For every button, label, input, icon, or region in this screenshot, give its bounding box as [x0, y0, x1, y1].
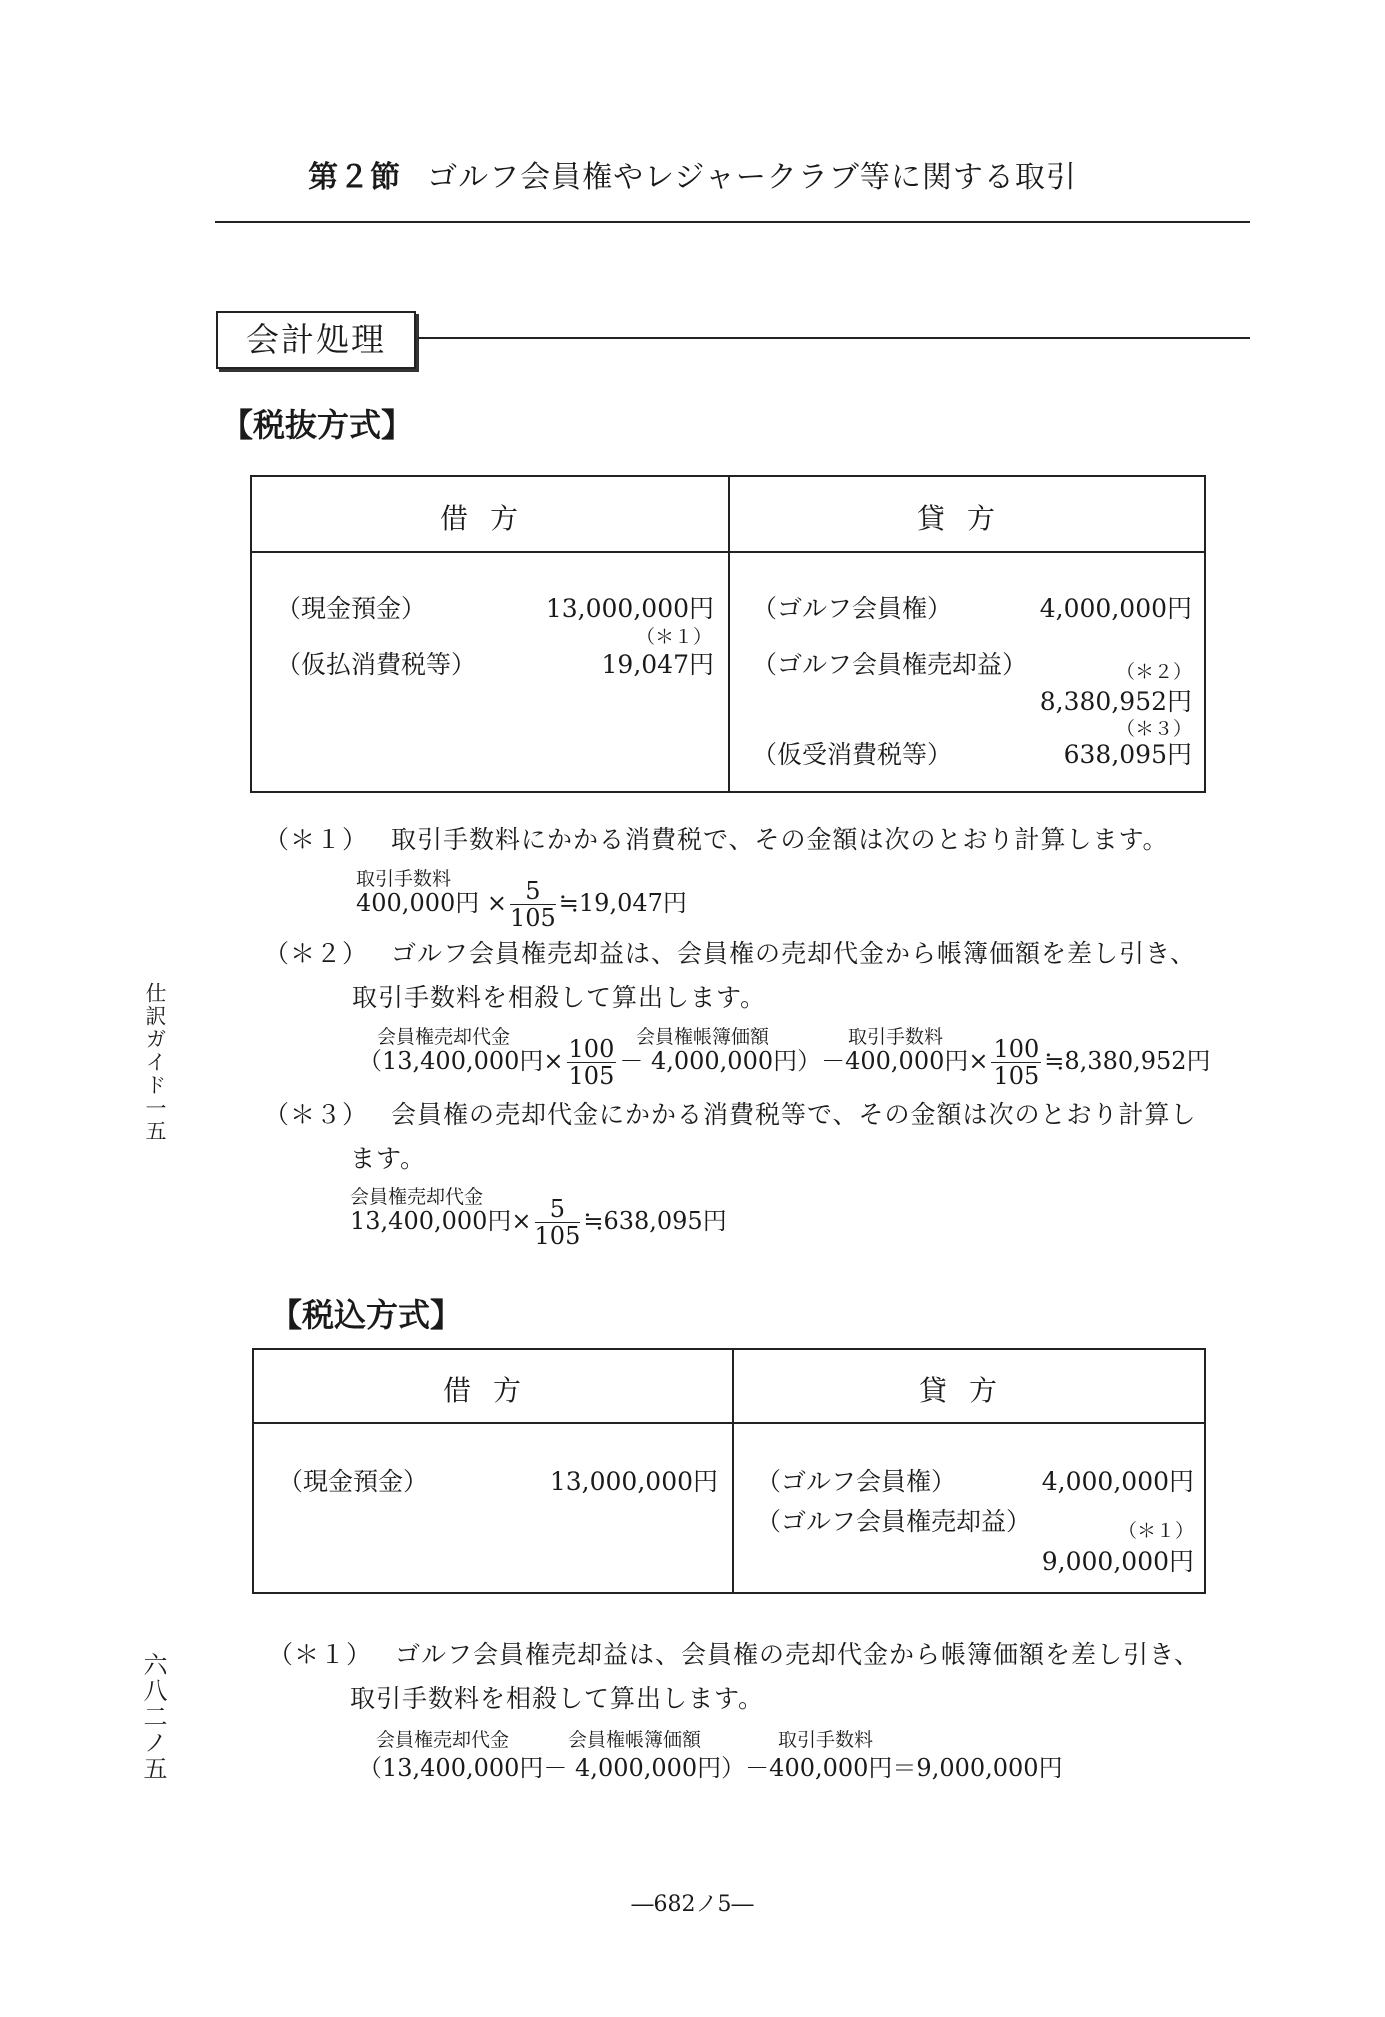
- formula-part: （13,400,000円×: [358, 1047, 564, 1075]
- credit-header: 貸方: [916, 502, 1017, 535]
- note-text: ゴルフ会員権売却益は、会員権の売却代金から帳簿価額を差し引き、: [394, 1640, 1200, 1669]
- fraction: [535, 1196, 581, 1249]
- header-rule: [215, 221, 1250, 223]
- fraction: [567, 1036, 617, 1089]
- note-text: ゴルフ会員権売却益は、会員権の売却代金から帳簿価額を差し引き、: [390, 939, 1196, 968]
- credit-amount: 638,095円: [1063, 740, 1192, 769]
- note-1: [264, 820, 1168, 856]
- page-number: ―682ノ5―: [631, 1892, 754, 1917]
- note-marker: （＊１）: [264, 825, 369, 854]
- section-number: 第２節: [308, 160, 402, 195]
- credit-account: （仮受消費税等）: [752, 740, 953, 769]
- credit-header: 貸方: [918, 1374, 1019, 1407]
- formula-label: 会員権売却代金: [377, 1026, 511, 1048]
- debit-amount: 19,047円: [601, 650, 714, 679]
- credit-amount: 4,000,000円: [1039, 594, 1192, 623]
- debit-amount: 13,000,000円: [545, 594, 714, 623]
- note-marker: （＊２）: [264, 939, 369, 968]
- note-text: 取引手数料にかかる消費税で、その金額は次のとおり計算します。: [390, 825, 1169, 854]
- formula-3: [350, 1196, 727, 1249]
- credit-note-ref: （＊３）: [1115, 718, 1192, 740]
- zeikomi-journal-table: [252, 1348, 1206, 1594]
- credit-note-ref: （＊１）: [1117, 1520, 1194, 1542]
- formula-label: 取引手数料: [848, 1026, 944, 1048]
- header-divider: [252, 551, 1204, 553]
- debit-account: （現金預金）: [276, 594, 427, 623]
- header-divider: [254, 1422, 1204, 1424]
- heading-rule: [418, 337, 1250, 339]
- debit-note-ref: （＊１）: [635, 626, 712, 648]
- note-2: [264, 934, 1196, 970]
- formula-zeikomi: （13,400,000円－ 4,000,000円）－400,000円＝9,000,000円: [358, 1754, 1063, 1782]
- section-heading-box: 会計処理: [216, 311, 416, 369]
- side-guide-label: 仕訳ガイド一五: [143, 982, 167, 1143]
- credit-account: （ゴルフ会員権）: [752, 594, 953, 623]
- formula-result: ≒638,095円: [583, 1207, 727, 1235]
- numerator: 100: [568, 1035, 615, 1063]
- credit-amount: 4,000,000円: [1041, 1467, 1194, 1496]
- formula-label: 会員権売却代金: [376, 1729, 510, 1751]
- formula-result: ≒8,380,952円: [1044, 1047, 1211, 1075]
- note-text-cont: ます。: [350, 1144, 427, 1173]
- credit-account: （ゴルフ会員権）: [756, 1467, 957, 1496]
- note-3: [264, 1095, 1196, 1131]
- side-page-kanji: 六八二ノ五: [139, 1652, 167, 1782]
- note-marker: （＊３）: [264, 1100, 369, 1129]
- fraction: [510, 878, 556, 931]
- formula-lead: 400,000円 ×: [356, 889, 507, 917]
- page-header: [0, 152, 1385, 196]
- credit-account: （ゴルフ会員権売却益）: [752, 650, 1028, 679]
- formula-label: 取引手数料: [778, 1729, 874, 1751]
- debit-account: （現金預金）: [278, 1467, 429, 1496]
- formula-part: － 4,000,000円）－400,000円×: [619, 1047, 989, 1075]
- credit-amount: 8,380,952円: [1039, 687, 1192, 716]
- denominator: 105: [993, 1062, 1040, 1090]
- zeinuki-title: 【税抜方式】: [221, 406, 414, 444]
- note-zeikomi-1: [268, 1635, 1200, 1671]
- zeikomi-title: 【税込方式】: [270, 1296, 463, 1334]
- formula-lead: 13,400,000円×: [350, 1207, 532, 1235]
- zeinuki-journal-table: [250, 475, 1206, 793]
- debit-account: （仮払消費税等）: [276, 650, 477, 679]
- formula-result: ≒19,047円: [558, 889, 687, 917]
- credit-note-ref: （＊２）: [1115, 661, 1192, 683]
- note-marker: （＊１）: [268, 1640, 373, 1669]
- note-text: 会員権の売却代金にかかる消費税等で、その金額は次のとおり計算し: [390, 1100, 1197, 1129]
- credit-account: （ゴルフ会員権売却益）: [756, 1507, 1032, 1536]
- numerator: 5: [510, 878, 556, 905]
- fraction: [991, 1036, 1041, 1089]
- credit-amount: 9,000,000円: [1041, 1547, 1194, 1576]
- debit-header: 借方: [442, 1374, 543, 1407]
- debit-amount: 13,000,000円: [549, 1467, 718, 1496]
- formula-label: 取引手数料: [356, 868, 452, 890]
- section-title: ゴルフ会員権やレジャークラブ等に関する取引: [427, 160, 1077, 195]
- formula-label: 会員権帳簿価額: [636, 1026, 770, 1048]
- formula-label: 会員権帳簿価額: [568, 1729, 702, 1751]
- note-text-cont: 取引手数料を相殺して算出します。: [352, 983, 767, 1012]
- formula-label: 会員権売却代金: [350, 1186, 484, 1208]
- denominator: 105: [534, 1222, 581, 1250]
- formula-1: [356, 878, 687, 931]
- denominator: 105: [509, 904, 556, 932]
- denominator: 105: [568, 1062, 615, 1090]
- numerator: 5: [535, 1196, 581, 1223]
- debit-header: 借方: [439, 502, 540, 535]
- numerator: 100: [993, 1035, 1040, 1063]
- note-text-cont: 取引手数料を相殺して算出します。: [350, 1684, 765, 1713]
- formula-2: [358, 1036, 1211, 1089]
